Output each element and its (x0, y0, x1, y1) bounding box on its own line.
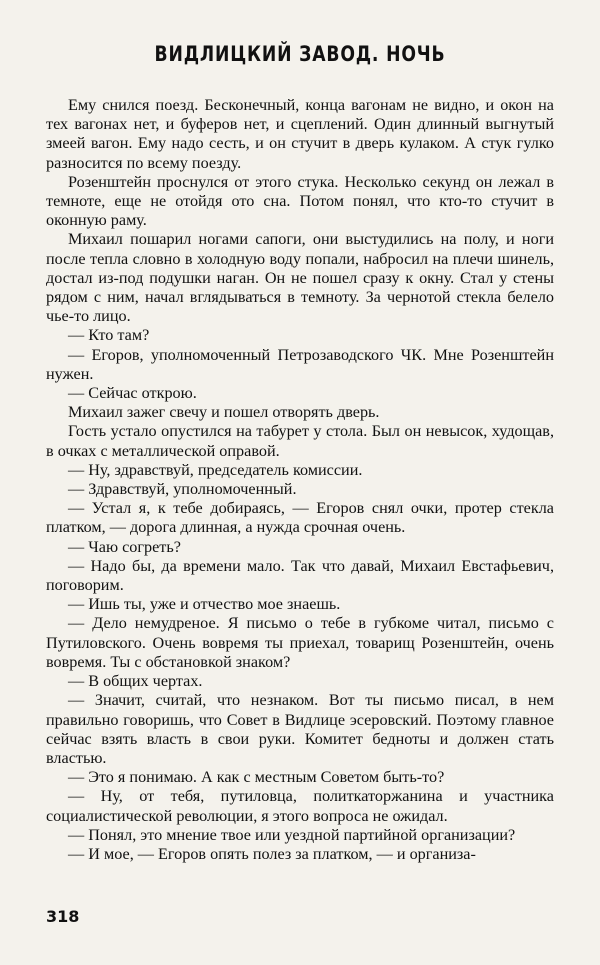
paragraph: — Здравствуй, уполномоченный. (68, 480, 297, 499)
paragraph: — Значит, считай, что незнаком. Вот ты письмо писал, в нем правильно говоришь, что Совет в Видлице эсеровский. Поэтому главное сейчас взять власть в свои руки. Комитет бедноты и должен стать властью. (46, 691, 554, 767)
paragraph: — Кто там? (68, 326, 150, 345)
paragraph: — Понял, это мнение твое или уездной партийной организации? (68, 825, 516, 844)
paragraph: — Надо бы, да времени мало. Так что давай, Михаил Евстафьевич, поговорим. (46, 556, 554, 595)
paragraph: — В общих чертах. (68, 672, 203, 691)
paragraph: — Егоров, уполномоченный Петрозаводского ЧК. Мне Розенштейн нужен. (46, 345, 554, 383)
paragraph: — Дело немудреное. Я письмо о тебе в губкоме читал, письмо с Путиловского. Очень вовремя ты приехал, товарищ Розенштейн, очень вовремя. Ты с обстановкой знаком? (46, 614, 554, 671)
paragraph: — Сейчас открою. (68, 384, 197, 403)
body-text (46, 96, 554, 864)
paragraph: — Ну, от тебя, путиловца, политкаторжанина и участника социалистической революции, я этого вопроса не ожидал. (46, 787, 554, 825)
paragraph: — Ишь ты, уже и отчество мое знаешь. (68, 595, 341, 614)
paragraph: Михаил пошарил ногами сапоги, они выстудились на полу, и ноги после тепла словно в холодную воду попали, набросил на плечи шинель, достал из-под подушки наган. Он не пошел сразу к окну. Стал у стены рядом с ним, начал вглядываться в темноту. За чернотой стекла белело чье-то лицо. (46, 230, 554, 326)
paragraph: — Ну, здравствуй, председатель комиссии. (68, 460, 363, 479)
paragraph: — Устал я, к тебе добираясь, — Егоров снял очки, протер стекла платком, — дорога длинная, а нужда срочная очень. (46, 499, 554, 537)
paragraph: — И мое, — Егоров опять полез за платком, — и организа- (68, 844, 476, 863)
chapter-title: ВИДЛИЦКИЙ ЗАВОД. НОЧЬ (154, 42, 446, 66)
page-number: 318 (46, 907, 80, 926)
paragraph: — Это я понимаю. А как с местным Советом быть-то? (68, 768, 445, 787)
paragraph: Гость устало опустился на табурет у стола. Был он невысок, худощав, в очках с металлической оправой. (46, 422, 554, 460)
paragraph: Ему снился поезд. Бесконечный, конца вагонам не видно, и окон на тех вагонах нет, и буферов нет, и сцеплений. Один длинный выгнутый змеей вагон. Ему надо сесть, и он стучит в дверь кулаком. А стук гулко разносится по всему поезду. (46, 96, 554, 172)
paragraph: Розенштейн проснулся от этого стука. Несколько секунд он лежал в темноте, еще не отойдя ото сна. Потом понял, что кто-то стучит в оконную раму. (46, 172, 554, 230)
paragraph: Михаил зажег свечу и пошел отворять дверь. (68, 403, 380, 422)
paragraph: — Чаю согреть? (68, 537, 181, 556)
